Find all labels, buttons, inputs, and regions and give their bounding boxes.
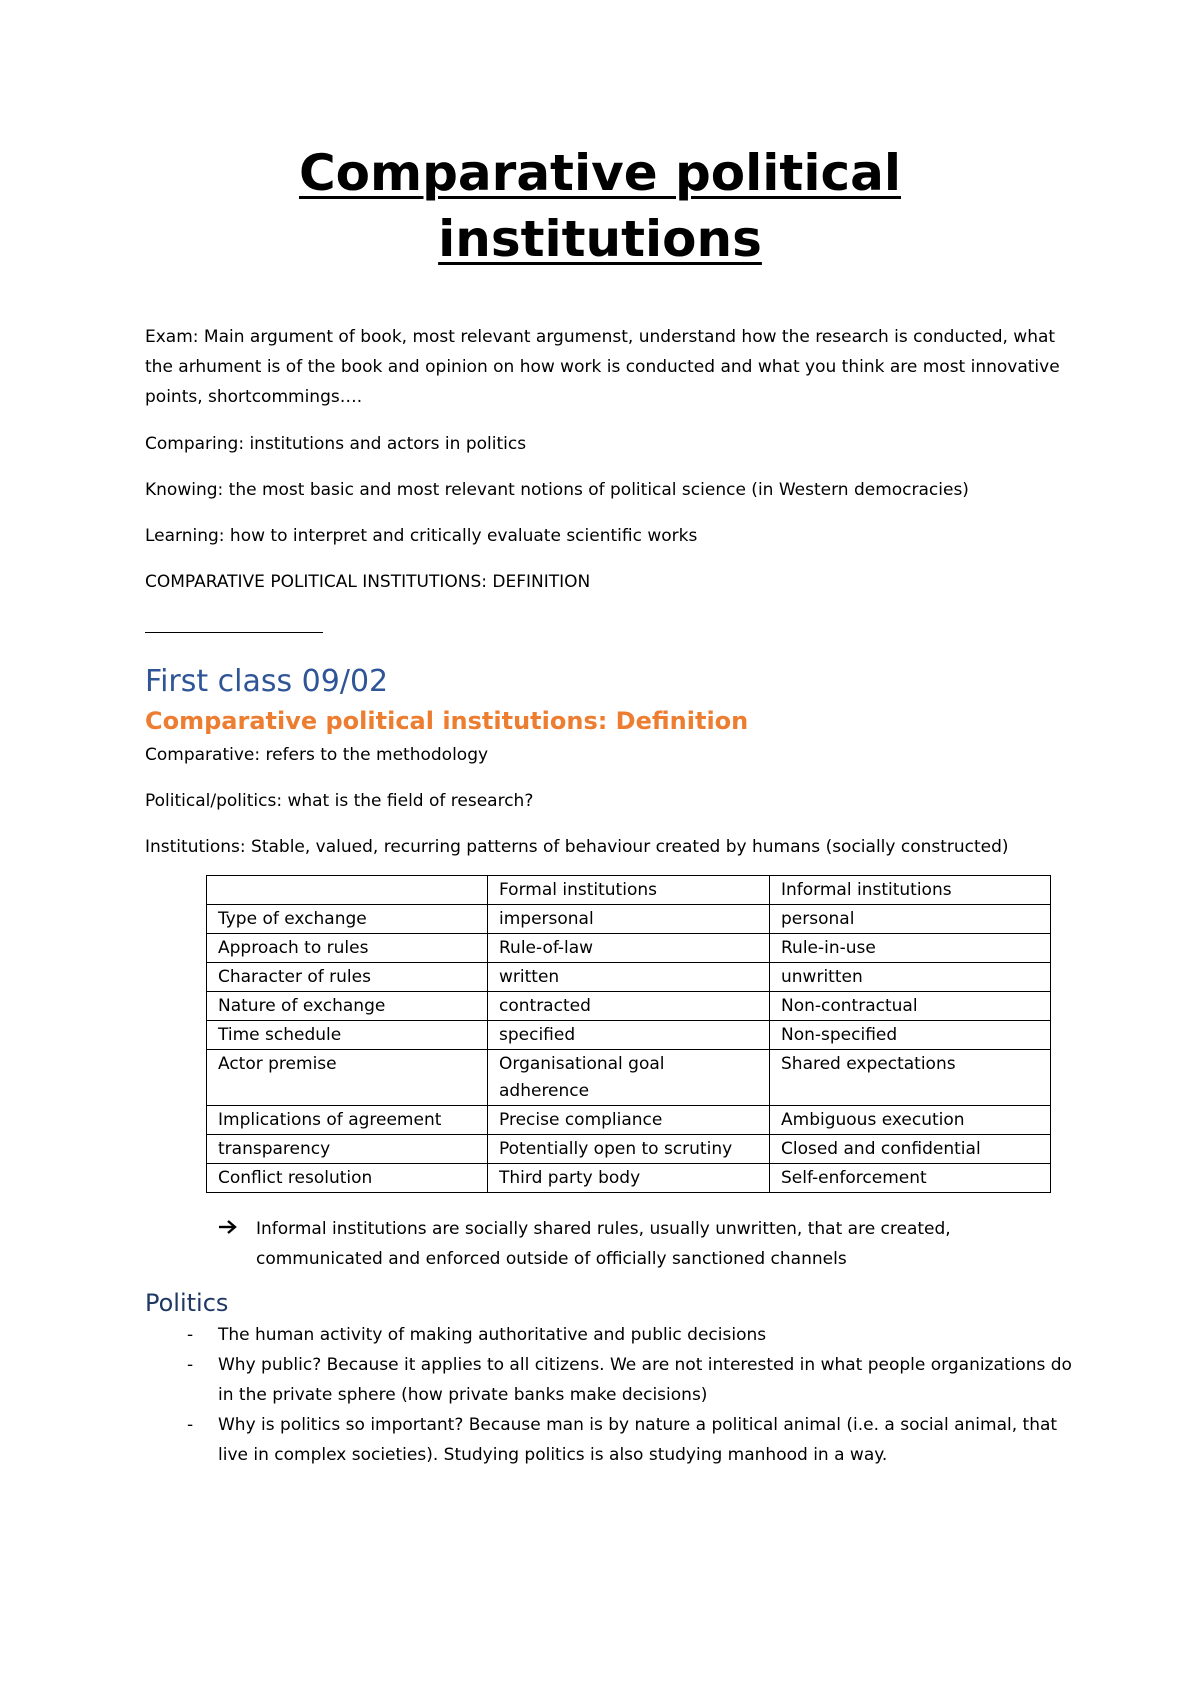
table-cell: Implications of agreement [207, 1106, 488, 1135]
table-header-cell: Informal institutions [770, 876, 1051, 905]
table-cell: Character of rules [207, 963, 488, 992]
institutions-table [206, 875, 1051, 1193]
table-cell: impersonal [488, 905, 770, 934]
table-cell: Conflict resolution [207, 1164, 488, 1193]
table-row [207, 963, 1051, 992]
list-item [145, 1410, 1085, 1470]
table-cell: contracted [488, 992, 770, 1021]
definition-subheading: Comparative political institutions: Definition [145, 707, 749, 735]
list-item-text: The human activity of making authoritative and public decisions [218, 1325, 767, 1345]
table-cell: Third party body [488, 1164, 770, 1193]
dash-bullet-icon: - [187, 1355, 194, 1375]
politics-list [145, 1320, 1085, 1470]
list-item-text: Why public? Because it applies to all citizens. We are not interested in what people organizations do in the private sphere (how private banks make decisions) [218, 1355, 1072, 1405]
table-row [207, 992, 1051, 1021]
table-cell: personal [770, 905, 1051, 934]
informal-institutions-note-text: Informal institutions are socially shared rules, usually unwritten, that are created, communicated and enforced outside of officially sanctioned channels [256, 1219, 951, 1269]
exam-paragraph: Exam: Main argument of book, most relevant argumenst, understand how the research is conducted, what the arhument is of the book and opinion on how work is conducted and what you think are most innovative points, shortcommings…. [145, 327, 1060, 407]
table-cell: Actor premise [207, 1050, 488, 1106]
table-row [207, 905, 1051, 934]
table-cell: Shared expectations [770, 1050, 1051, 1106]
table-cell: Self-enforcement [770, 1164, 1051, 1193]
table-cell: specified [488, 1021, 770, 1050]
table-header-row [207, 876, 1051, 905]
document-title-line-2: institutions [438, 210, 762, 268]
dash-bullet-icon: - [187, 1415, 194, 1435]
list-item [145, 1320, 1085, 1350]
document-title [0, 140, 1200, 272]
table-row [207, 1021, 1051, 1050]
table-cell: Organisational goal adherence [488, 1050, 770, 1106]
dash-bullet-icon: - [187, 1325, 194, 1345]
right-arrow-icon [218, 1214, 238, 1244]
first-class-heading: First class 09/02 [145, 664, 389, 699]
table-row [207, 1135, 1051, 1164]
list-item-text: Why is politics so important? Because man is by nature a political animal (i.e. a social animal, that live in complex societies). Studying politics is also studying manhood in a way. [218, 1415, 1058, 1465]
document-title-line-1: Comparative political [298, 144, 901, 202]
table-cell: Time schedule [207, 1021, 488, 1050]
table-row [207, 1164, 1051, 1193]
table-cell: Closed and confidential [770, 1135, 1051, 1164]
table-header-cell: Formal institutions [488, 876, 770, 905]
table-cell: Approach to rules [207, 934, 488, 963]
institutions-paragraph: Institutions: Stable, valued, recurring patterns of behaviour created by humans (socially constructed) [145, 837, 1009, 857]
table-cell: Potentially open to scrutiny [488, 1135, 770, 1164]
table-header-cell [207, 876, 488, 905]
table-cell: Type of exchange [207, 905, 488, 934]
table-row [207, 1106, 1051, 1135]
learning-paragraph: Learning: how to interpret and critically evaluate scientific works [145, 526, 698, 546]
table-row [207, 934, 1051, 963]
table-cell: Rule-in-use [770, 934, 1051, 963]
knowing-paragraph: Knowing: the most basic and most relevant notions of political science (in Western democracies) [145, 480, 969, 500]
table-cell: Nature of exchange [207, 992, 488, 1021]
table-cell: Ambiguous execution [770, 1106, 1051, 1135]
table-cell: Non-contractual [770, 992, 1051, 1021]
table-cell: Precise compliance [488, 1106, 770, 1135]
list-item [145, 1350, 1085, 1410]
table-cell: Non-specified [770, 1021, 1051, 1050]
table-cell: Rule-of-law [488, 934, 770, 963]
horizontal-rule [145, 632, 323, 633]
comparing-paragraph: Comparing: institutions and actors in politics [145, 434, 527, 454]
table-cell: unwritten [770, 963, 1051, 992]
table-cell: transparency [207, 1135, 488, 1164]
table-cell: written [488, 963, 770, 992]
definition-caps-paragraph: COMPARATIVE POLITICAL INSTITUTIONS: DEFINITION [145, 572, 591, 592]
table-row [207, 1050, 1051, 1106]
politics-heading: Politics [145, 1289, 229, 1317]
political-paragraph: Political/politics: what is the field of research? [145, 791, 534, 811]
comparative-paragraph: Comparative: refers to the methodology [145, 745, 489, 765]
